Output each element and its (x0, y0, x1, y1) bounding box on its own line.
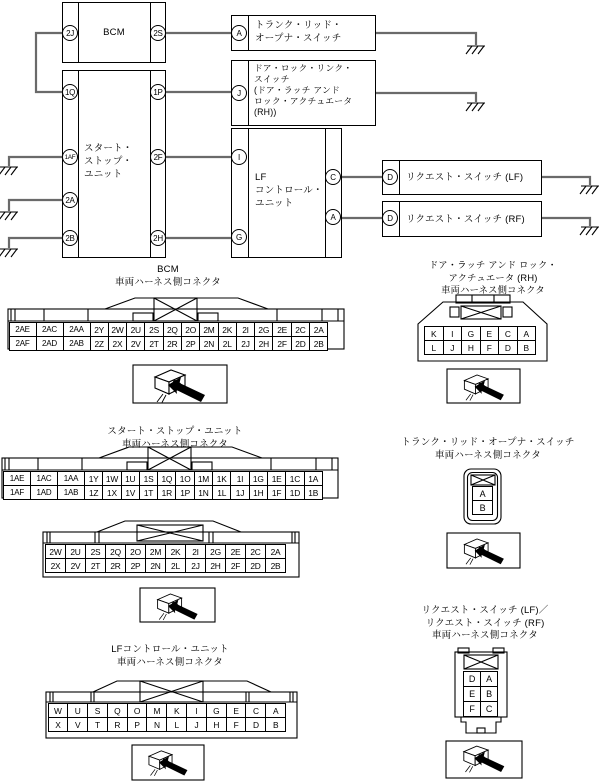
pin-cell-1B: 1B (304, 485, 323, 500)
terminal-lf-g (231, 229, 247, 245)
terminal-ss-1af (62, 149, 78, 165)
rail-line (325, 128, 326, 258)
pin-cell-I: I (186, 703, 207, 718)
pin-cell-1T: 1T (139, 485, 158, 500)
pin-cell-A: A (265, 703, 286, 718)
ground-icon (0, 249, 18, 257)
pin-cell-1Y: 1Y (84, 471, 103, 486)
pin-cell-N: N (146, 717, 167, 732)
pin-cell-2Q: 2Q (105, 544, 126, 559)
pin-cell-2V: 2V (65, 558, 86, 573)
trunk-switch-label-line: オープナ・スイッチ (255, 33, 342, 44)
pin-cell-2L: 2L (218, 336, 237, 351)
trunk-switch-label-line: トランク・リッド・ (255, 20, 342, 31)
pin-cell-C: C (480, 701, 498, 717)
pin-cell-C: C (498, 326, 518, 341)
pin-cell-2H: 2H (205, 558, 226, 573)
pin-cell-2U: 2U (65, 544, 86, 559)
pin-cell-2Z: 2Z (90, 336, 109, 351)
pin-cell-1AC: 1AC (30, 471, 58, 486)
pin-cell-F: F (226, 717, 247, 732)
connector-icon (464, 746, 505, 772)
ground-icon (580, 227, 599, 235)
lf-connector-title (25, 644, 315, 669)
pin-cell-1AB: 1AB (57, 485, 85, 500)
pin-cell-2AF: 2AF (9, 336, 37, 351)
pin-cell-Q: Q (107, 703, 128, 718)
rail-line (248, 128, 249, 258)
terminal-label: 2A (65, 195, 75, 205)
pin-cell-1N: 1N (194, 485, 213, 500)
pin-cell-2A: 2A (265, 544, 286, 559)
terminal-label: D (387, 172, 393, 182)
request-connector-title (390, 605, 580, 643)
pin-row (45, 558, 286, 573)
trunk-pin-grid (472, 486, 493, 515)
terminal-label: G (236, 232, 242, 242)
terminal-bcm-2j (62, 25, 78, 41)
pin-cell-2AE: 2AE (9, 322, 37, 337)
pin-cell-1E: 1E (267, 471, 286, 486)
terminal-ss-2f (150, 149, 166, 165)
pin-cell-2E: 2E (272, 322, 291, 337)
terminal-label: 1Q (64, 87, 76, 97)
pin-cell-1V: 1V (121, 485, 140, 500)
pin-cell-2K: 2K (218, 322, 237, 337)
pin-cell-2W: 2W (108, 322, 127, 337)
pin-cell-2E: 2E (225, 544, 246, 559)
pin-cell-E: E (480, 326, 500, 341)
pin-cell-2R: 2R (163, 336, 182, 351)
title-line: リクエスト・スイッチ (RF) (425, 617, 545, 629)
ground-icon (0, 167, 18, 175)
rail-line (248, 15, 249, 51)
pin-cell-1I: 1I (230, 471, 249, 486)
unit-box-trunk-switch (231, 15, 376, 51)
pin-cell-B: B (517, 340, 537, 355)
pin-cell-2AD: 2AD (36, 336, 64, 351)
unit-box-request-switch-lf (382, 160, 542, 195)
connector-icon (155, 370, 205, 403)
pin-cell-G: G (461, 326, 481, 341)
start-stop-label-line: スタート・ (84, 143, 133, 154)
pin-cell-1W: 1W (102, 471, 121, 486)
pin-cell-2I: 2I (185, 544, 206, 559)
pin-cell-1AA: 1AA (57, 471, 85, 486)
pin-cell-2K: 2K (165, 544, 186, 559)
lf-pin-grid (48, 703, 287, 732)
door-switch-label-line: スイッチ (254, 74, 290, 84)
pin-cell-2T: 2T (85, 558, 106, 573)
bcm-connector-title (28, 264, 308, 289)
pin-row (48, 717, 287, 732)
pin-cell-2L: 2L (165, 558, 186, 573)
door-switch-label-line: ドア・ロック・リンク・ (254, 63, 353, 73)
terminal-label: 2F (153, 152, 163, 162)
pin-cell-2M: 2M (199, 322, 218, 337)
terminal-label: I (238, 152, 240, 162)
pin-row (424, 340, 536, 355)
pin-cell-I: I (443, 326, 463, 341)
rail-line (399, 160, 400, 195)
title-line: アクチュエータ (RH) (448, 272, 538, 283)
connector-icon (464, 539, 504, 565)
terminal-bcm-2s (150, 25, 166, 41)
terminal-ss-2b (62, 230, 78, 246)
ground-icon (466, 103, 485, 111)
terminal-trunk-a (231, 25, 247, 41)
pin-cell-F: F (480, 340, 500, 355)
terminal-label: 1P (153, 87, 163, 97)
connector-icon (158, 594, 198, 620)
terminal-label: D (387, 213, 393, 223)
terminal-ss-1p (150, 84, 166, 100)
title-line: LFコントロール・ユニット (111, 644, 229, 655)
pin-cell-H: H (461, 340, 481, 355)
pin-row (463, 701, 498, 717)
pin-cell-1K: 1K (212, 471, 231, 486)
unit-box-lf-control (231, 128, 342, 258)
title-line: リクエスト・スイッチ (LF)／ (421, 605, 549, 616)
pin-cell-2C: 2C (291, 322, 310, 337)
pin-cell-2S: 2S (144, 322, 163, 337)
pin-cell-2T: 2T (144, 336, 163, 351)
connector-icon (464, 375, 504, 401)
rail-line (399, 201, 400, 237)
pin-cell-2A: 2A (309, 322, 328, 337)
pin-cell-B: B (472, 500, 493, 515)
pin-cell-2X: 2X (45, 558, 66, 573)
pin-cell-1P: 1P (175, 485, 194, 500)
pin-row (45, 544, 286, 559)
pin-cell-2S: 2S (85, 544, 106, 559)
unit-box-start-stop (62, 70, 166, 258)
pin-cell-2H: 2H (254, 336, 273, 351)
pin-cell-2B: 2B (265, 558, 286, 573)
terminal-ss-2a (62, 192, 78, 208)
pin-cell-2O: 2O (181, 322, 200, 337)
pin-cell-2D: 2D (291, 336, 310, 351)
pin-cell-2N: 2N (145, 558, 166, 573)
unit-box-door-lock-switch (231, 60, 376, 126)
pin-row (472, 500, 493, 515)
pin-cell-D: D (245, 717, 266, 732)
pin-cell-2X: 2X (108, 336, 127, 351)
title-line: 車両ハーネス側コネクタ (116, 656, 224, 668)
pin-cell-O: O (127, 703, 148, 718)
pin-cell-2AC: 2AC (36, 322, 64, 337)
pin-cell-A: A (480, 671, 498, 687)
lf-control-label-line: LF (255, 172, 267, 183)
pin-cell-L: L (424, 340, 444, 355)
pin-cell-1J: 1J (230, 485, 249, 500)
pin-cell-D: D (498, 340, 518, 355)
start-stop-pin-grid-2 (45, 544, 286, 573)
terminal-label: 2B (65, 233, 75, 243)
pin-row (9, 322, 329, 337)
pin-row (48, 703, 287, 718)
terminal-lf-c (325, 169, 341, 185)
pin-cell-E: E (226, 703, 247, 718)
request-pin-grid (463, 671, 498, 717)
title-line: 車両ハーネス側コネクタ (114, 276, 222, 288)
pin-cell-F: F (463, 701, 481, 717)
pin-cell-2R: 2R (105, 558, 126, 573)
pin-cell-2F: 2F (272, 336, 291, 351)
terminal-label: 2J (66, 28, 74, 38)
pin-cell-J: J (186, 717, 207, 732)
pin-cell-D: D (463, 671, 481, 687)
pin-cell-1L: 1L (212, 485, 231, 500)
pin-cell-J: J (443, 340, 463, 355)
start-stop-pin-grid-1 (3, 471, 323, 500)
pin-cell-1AD: 1AD (30, 485, 58, 500)
terminal-req-lf-d (382, 169, 398, 185)
pin-row (424, 326, 536, 341)
pin-cell-2I: 2I (236, 322, 255, 337)
pin-row (463, 671, 498, 687)
pin-cell-A: A (517, 326, 537, 341)
pin-cell-1F: 1F (267, 485, 286, 500)
pin-cell-G: G (206, 703, 227, 718)
terminal-door-j (231, 85, 247, 101)
pin-cell-W: W (48, 703, 69, 718)
pin-cell-1AF: 1AF (3, 485, 31, 500)
pin-cell-2O: 2O (125, 544, 146, 559)
title-line: トランク・リッド・オープナ・スイッチ (401, 437, 575, 448)
title-line: 車両ハーネス側コネクタ (121, 438, 229, 450)
pin-cell-B: B (265, 717, 286, 732)
pin-cell-2D: 2D (245, 558, 266, 573)
terminal-label: 1AF (64, 153, 76, 161)
terminal-lf-i (231, 149, 247, 165)
pin-cell-T: T (87, 717, 108, 732)
pin-cell-1H: 1H (249, 485, 268, 500)
terminal-req-rf-d (382, 210, 398, 226)
title-line: ドア・ラッチ アンド ロック・ (428, 260, 557, 270)
pin-cell-1M: 1M (194, 471, 213, 486)
terminal-lf-a (325, 209, 341, 225)
pin-cell-1O: 1O (175, 471, 194, 486)
terminal-label: 2H (153, 233, 163, 243)
pin-cell-1A: 1A (304, 471, 323, 486)
pin-cell-2G: 2G (254, 322, 273, 337)
pin-cell-2W: 2W (45, 544, 66, 559)
pin-cell-M: M (146, 703, 167, 718)
door-switch-label-line: (ドア・ラッチ アンド (254, 85, 340, 95)
pin-cell-2J: 2J (236, 336, 255, 351)
rail-line (248, 60, 249, 126)
terminal-label: 2S (153, 28, 163, 38)
pin-row (9, 336, 329, 351)
pin-cell-V: V (67, 717, 88, 732)
pin-cell-2AA: 2AA (63, 322, 91, 337)
title-line: 車両ハーネス側コネクタ (434, 449, 542, 461)
pin-cell-X: X (48, 717, 69, 732)
pin-cell-A: A (472, 486, 493, 501)
pin-cell-2M: 2M (145, 544, 166, 559)
pin-cell-1X: 1X (102, 485, 121, 500)
rail-line (78, 70, 79, 258)
terminal-ss-2h (150, 230, 166, 246)
pin-cell-1Q: 1Q (157, 471, 176, 486)
pin-cell-S: S (87, 703, 108, 718)
pin-cell-2AB: 2AB (63, 336, 91, 351)
terminal-label: A (236, 28, 242, 38)
ground-icon (466, 46, 485, 54)
door-latch-pin-grid (424, 326, 536, 355)
pin-cell-P: P (127, 717, 148, 732)
pin-cell-K: K (424, 326, 444, 341)
pin-cell-2P: 2P (181, 336, 200, 351)
title-line: 車両ハーネス側コネクタ (441, 285, 545, 295)
pin-row (463, 686, 498, 702)
pin-cell-2F: 2F (225, 558, 246, 573)
pin-cell-1AE: 1AE (3, 471, 31, 486)
bcm-label: BCM (103, 27, 125, 38)
pin-cell-2J: 2J (185, 558, 206, 573)
pin-cell-L: L (166, 717, 187, 732)
pin-cell-2N: 2N (199, 336, 218, 351)
pin-cell-1R: 1R (157, 485, 176, 500)
pin-row (3, 471, 323, 486)
start-stop-label-line: ユニット (84, 169, 123, 180)
start-stop-label-line: ストップ・ (84, 156, 133, 167)
title-line: スタート・ストップ・ユニット (107, 426, 243, 437)
pin-cell-H: H (206, 717, 227, 732)
pin-cell-1C: 1C (285, 471, 304, 486)
door-latch-connector-title (393, 259, 593, 297)
pin-cell-1D: 1D (285, 485, 304, 500)
pin-cell-B: B (480, 686, 498, 702)
door-switch-label-line: (RH)) (254, 107, 277, 117)
title-line: 車両ハーネス側コネクタ (431, 630, 539, 641)
terminal-label: A (330, 212, 336, 222)
pin-cell-C: C (245, 703, 266, 718)
lf-control-label-line: コントロール・ (255, 185, 323, 196)
pin-cell-K: K (166, 703, 187, 718)
pin-cell-1S: 1S (139, 471, 158, 486)
terminal-ss-1q (62, 84, 78, 100)
pin-cell-2U: 2U (126, 322, 145, 337)
trunk-connector-title (383, 437, 593, 462)
pin-row (472, 486, 493, 501)
pin-row (3, 485, 323, 500)
pin-cell-E: E (463, 686, 481, 702)
pin-cell-2V: 2V (126, 336, 145, 351)
pin-cell-R: R (107, 717, 128, 732)
terminal-label: C (330, 172, 336, 182)
pin-cell-U: U (67, 703, 88, 718)
pin-cell-2G: 2G (205, 544, 226, 559)
pin-cell-1U: 1U (121, 471, 140, 486)
pin-cell-2P: 2P (125, 558, 146, 573)
rail-line (150, 70, 151, 258)
request-lf-label: リクエスト・スイッチ (LF) (406, 172, 524, 183)
unit-box-request-switch-rf (382, 201, 542, 237)
request-rf-label: リクエスト・スイッチ (RF) (406, 213, 525, 225)
pin-cell-1Z: 1Z (84, 485, 103, 500)
pin-cell-2C: 2C (245, 544, 266, 559)
door-switch-label-line: ロック・アクチュエータ (254, 96, 353, 106)
pin-cell-1G: 1G (249, 471, 268, 486)
bcm-pin-grid (9, 322, 329, 351)
ground-icon (580, 186, 599, 194)
pin-cell-2Q: 2Q (163, 322, 182, 337)
pin-cell-2B: 2B (309, 336, 328, 351)
connector-icon (149, 751, 188, 776)
pin-cell-2Y: 2Y (90, 322, 109, 337)
start-stop-connector-title (25, 426, 325, 451)
title-line: BCM (157, 264, 179, 275)
lf-control-label-line: ユニット (255, 198, 294, 209)
ground-icon (0, 212, 18, 220)
terminal-label: J (237, 88, 241, 98)
